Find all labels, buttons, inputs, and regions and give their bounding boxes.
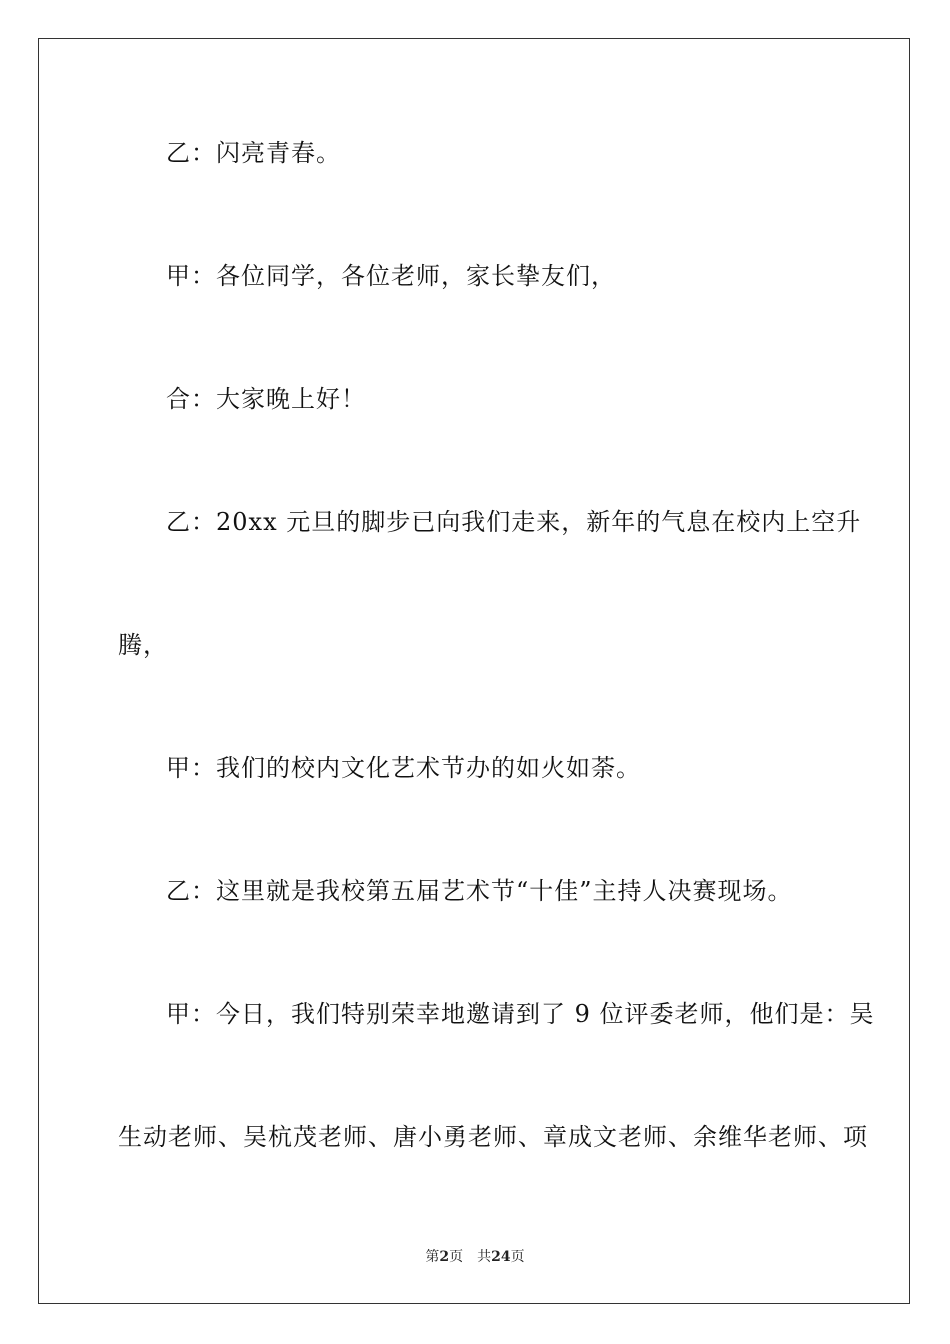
total-suffix: 页 <box>510 1249 525 1265</box>
dialogue-line-3: 合：大家晚上好！ <box>166 385 366 413</box>
page-footer <box>0 1248 950 1266</box>
page-border <box>38 38 910 1304</box>
dialogue-line-2: 甲：各位同学，各位老师，家长挚友们， <box>166 262 616 290</box>
dialogue-line-5: 甲：我们的校内文化艺术节办的如火如荼。 <box>166 754 641 782</box>
dialogue-line-6: 乙：这里就是我校第五届艺术节“十佳”主持人决赛现场。 <box>166 877 793 905</box>
total-pages: 24 <box>491 1249 511 1265</box>
total-prefix: 共 <box>477 1249 492 1265</box>
dialogue-line-7-continued: 生动老师、吴杭茂老师、唐小勇老师、章成文老师、余维华老师、项 <box>118 1123 868 1151</box>
dialogue-line-7: 甲：今日，我们特别荣幸地邀请到了 9 位评委老师，他们是：吴 <box>166 1000 875 1028</box>
dialogue-line-4-continued: 腾， <box>118 631 168 659</box>
page-number: 2 <box>439 1249 450 1265</box>
page-prefix: 第 <box>425 1249 440 1265</box>
dialogue-line-4: 乙：20xx 元旦的脚步已向我们走来，新年的气息在校内上空升 <box>166 508 862 536</box>
page-suffix: 页 <box>449 1249 464 1265</box>
dialogue-line-1: 乙：闪亮青春。 <box>166 139 341 167</box>
